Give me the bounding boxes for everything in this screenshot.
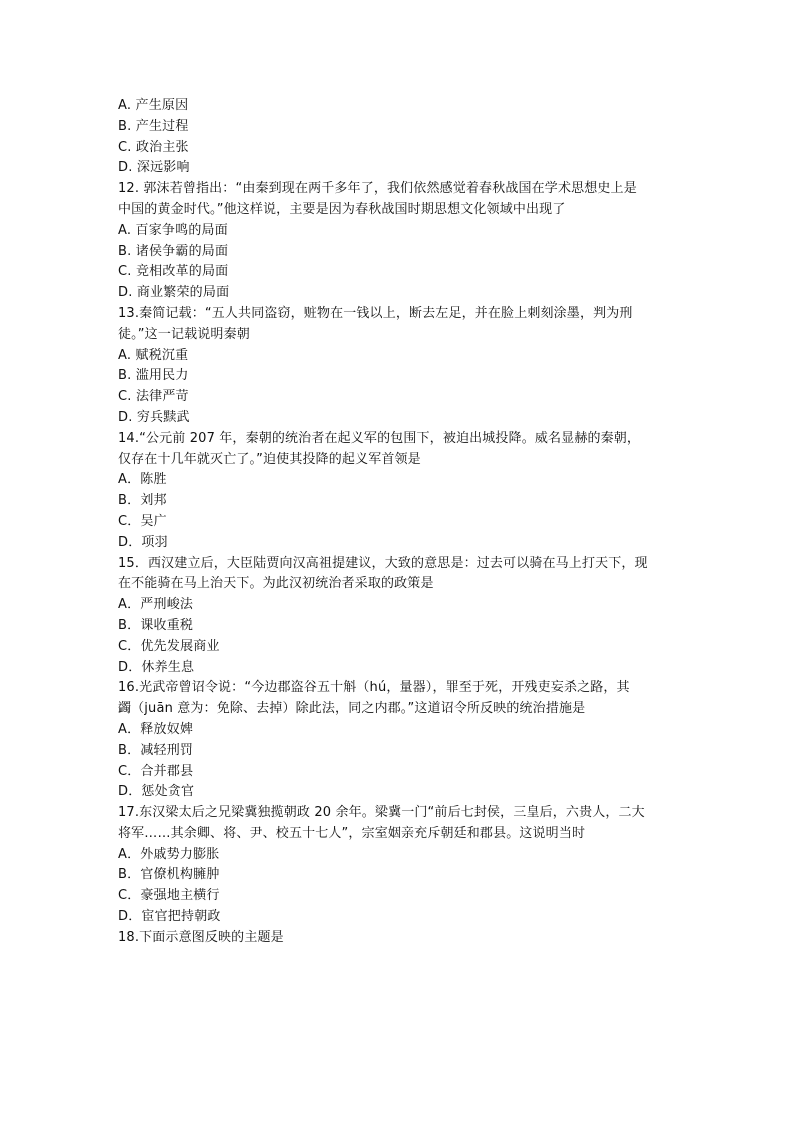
stem-line: 17.东汉梁太后之兄梁冀独揽朝政 20 余年。梁冀一门“前后七封侯，三皇后，六贵人，二大 (118, 805, 645, 821)
stem-line: 16.光武帝曾诏令说：“今边郡盗谷五十斛（hú，量器），罪至于死，开残吏妄杀之路，其 (118, 680, 630, 696)
question-17 (118, 803, 678, 928)
option-b: B．课收重税 (118, 617, 194, 633)
stem-line: 中国的黄金时代。”他这样说，主要是因为春秋战国时期思想文化领域中出现了 (118, 201, 566, 217)
question-stem (118, 803, 678, 845)
option-d: D．惩处贪官 (118, 784, 195, 800)
option-c: C. 政治主张 (118, 139, 189, 155)
option-b: B．减轻刑罚 (118, 742, 194, 758)
option-d: D．宦官把持朝政 (118, 909, 221, 925)
stem-line: 14.“公元前 207 年，秦朝的统治者在起义军的包围下，被迫出城投降。威名显赫的秦朝， (118, 430, 641, 446)
option-c: C．吴广 (118, 513, 167, 529)
option-a: A. 产生原因 (118, 98, 189, 113)
option-d: D．休养生息 (118, 659, 195, 675)
question-18 (118, 928, 678, 949)
option-b: B．刘邦 (118, 493, 167, 509)
option-a: A．释放奴婢 (118, 721, 194, 737)
option-d: D. 深远影响 (118, 160, 190, 176)
stem-line: 13.秦简记载：“五人共同盗窃，赃物在一钱以上，断去左足，并在脸上刺刻涂墨，判为刑 (118, 305, 633, 321)
question-15 (118, 554, 678, 679)
stem-line: 18.下面示意图反映的主题是 (118, 929, 284, 945)
stem-line: 仅存在十几年就灭亡了。”迫使其投降的起义军首领是 (118, 451, 421, 467)
question-16 (118, 678, 678, 803)
option-b: B．官僚机构臃肿 (118, 867, 220, 883)
question-stem (118, 678, 678, 720)
option-a: A．外戚势力膨胀 (118, 846, 220, 862)
question-14 (118, 429, 678, 554)
option-a: A. 百家争鸣的局面 (118, 222, 228, 238)
option-a: A．陈胜 (118, 472, 167, 488)
question-stem (118, 304, 678, 346)
option-c: C．合并郡县 (118, 763, 194, 779)
option-b: B. 产生过程 (118, 118, 189, 134)
stem-line: 在不能骑在马上治天下。为此汉初统治者采取的政策是 (118, 576, 434, 592)
question-stem (118, 429, 678, 471)
question-stem (118, 554, 678, 596)
question-13 (118, 304, 678, 429)
option-b: B. 滥用民力 (118, 368, 189, 384)
option-d: D. 穷兵黩武 (118, 409, 190, 425)
stem-line: 徒。”这一记载说明秦朝 (118, 326, 250, 342)
option-a: A．严刑峻法 (118, 597, 194, 613)
question-12 (118, 179, 678, 304)
option-a: A. 赋税沉重 (118, 347, 189, 363)
option-c: C. 法律严苛 (118, 389, 189, 405)
option-c: C．豪强地主横行 (118, 888, 220, 904)
option-c: C. 竞相改革的局面 (118, 264, 229, 280)
question-11-options (118, 96, 678, 179)
question-stem (118, 928, 678, 949)
exam-page (118, 96, 678, 949)
stem-line: 蠲（juān 意为：免除、去掉）除此法，同之内郡。”这道诏令所反映的统治措施是 (118, 701, 586, 717)
question-stem (118, 179, 678, 221)
option-d: D. 商业繁荣的局面 (118, 285, 230, 301)
option-b: B. 诸侯争霸的局面 (118, 243, 229, 259)
option-d: D．项羽 (118, 534, 168, 550)
stem-line: 15．西汉建立后，大臣陆贾向汉高祖提建议，大致的意思是：过去可以骑在马上打天下，现 (118, 555, 648, 571)
option-c: C．优先发展商业 (118, 638, 220, 654)
stem-line: 将军……其余卿、将、尹、校五十七人”，宗室姻亲充斥朝廷和郡县。这说明当时 (118, 825, 586, 841)
stem-line: 12. 郭沫若曾指出：“由秦到现在两千多年了，我们依然感觉着春秋战国在学术思想史上是 (118, 181, 637, 197)
